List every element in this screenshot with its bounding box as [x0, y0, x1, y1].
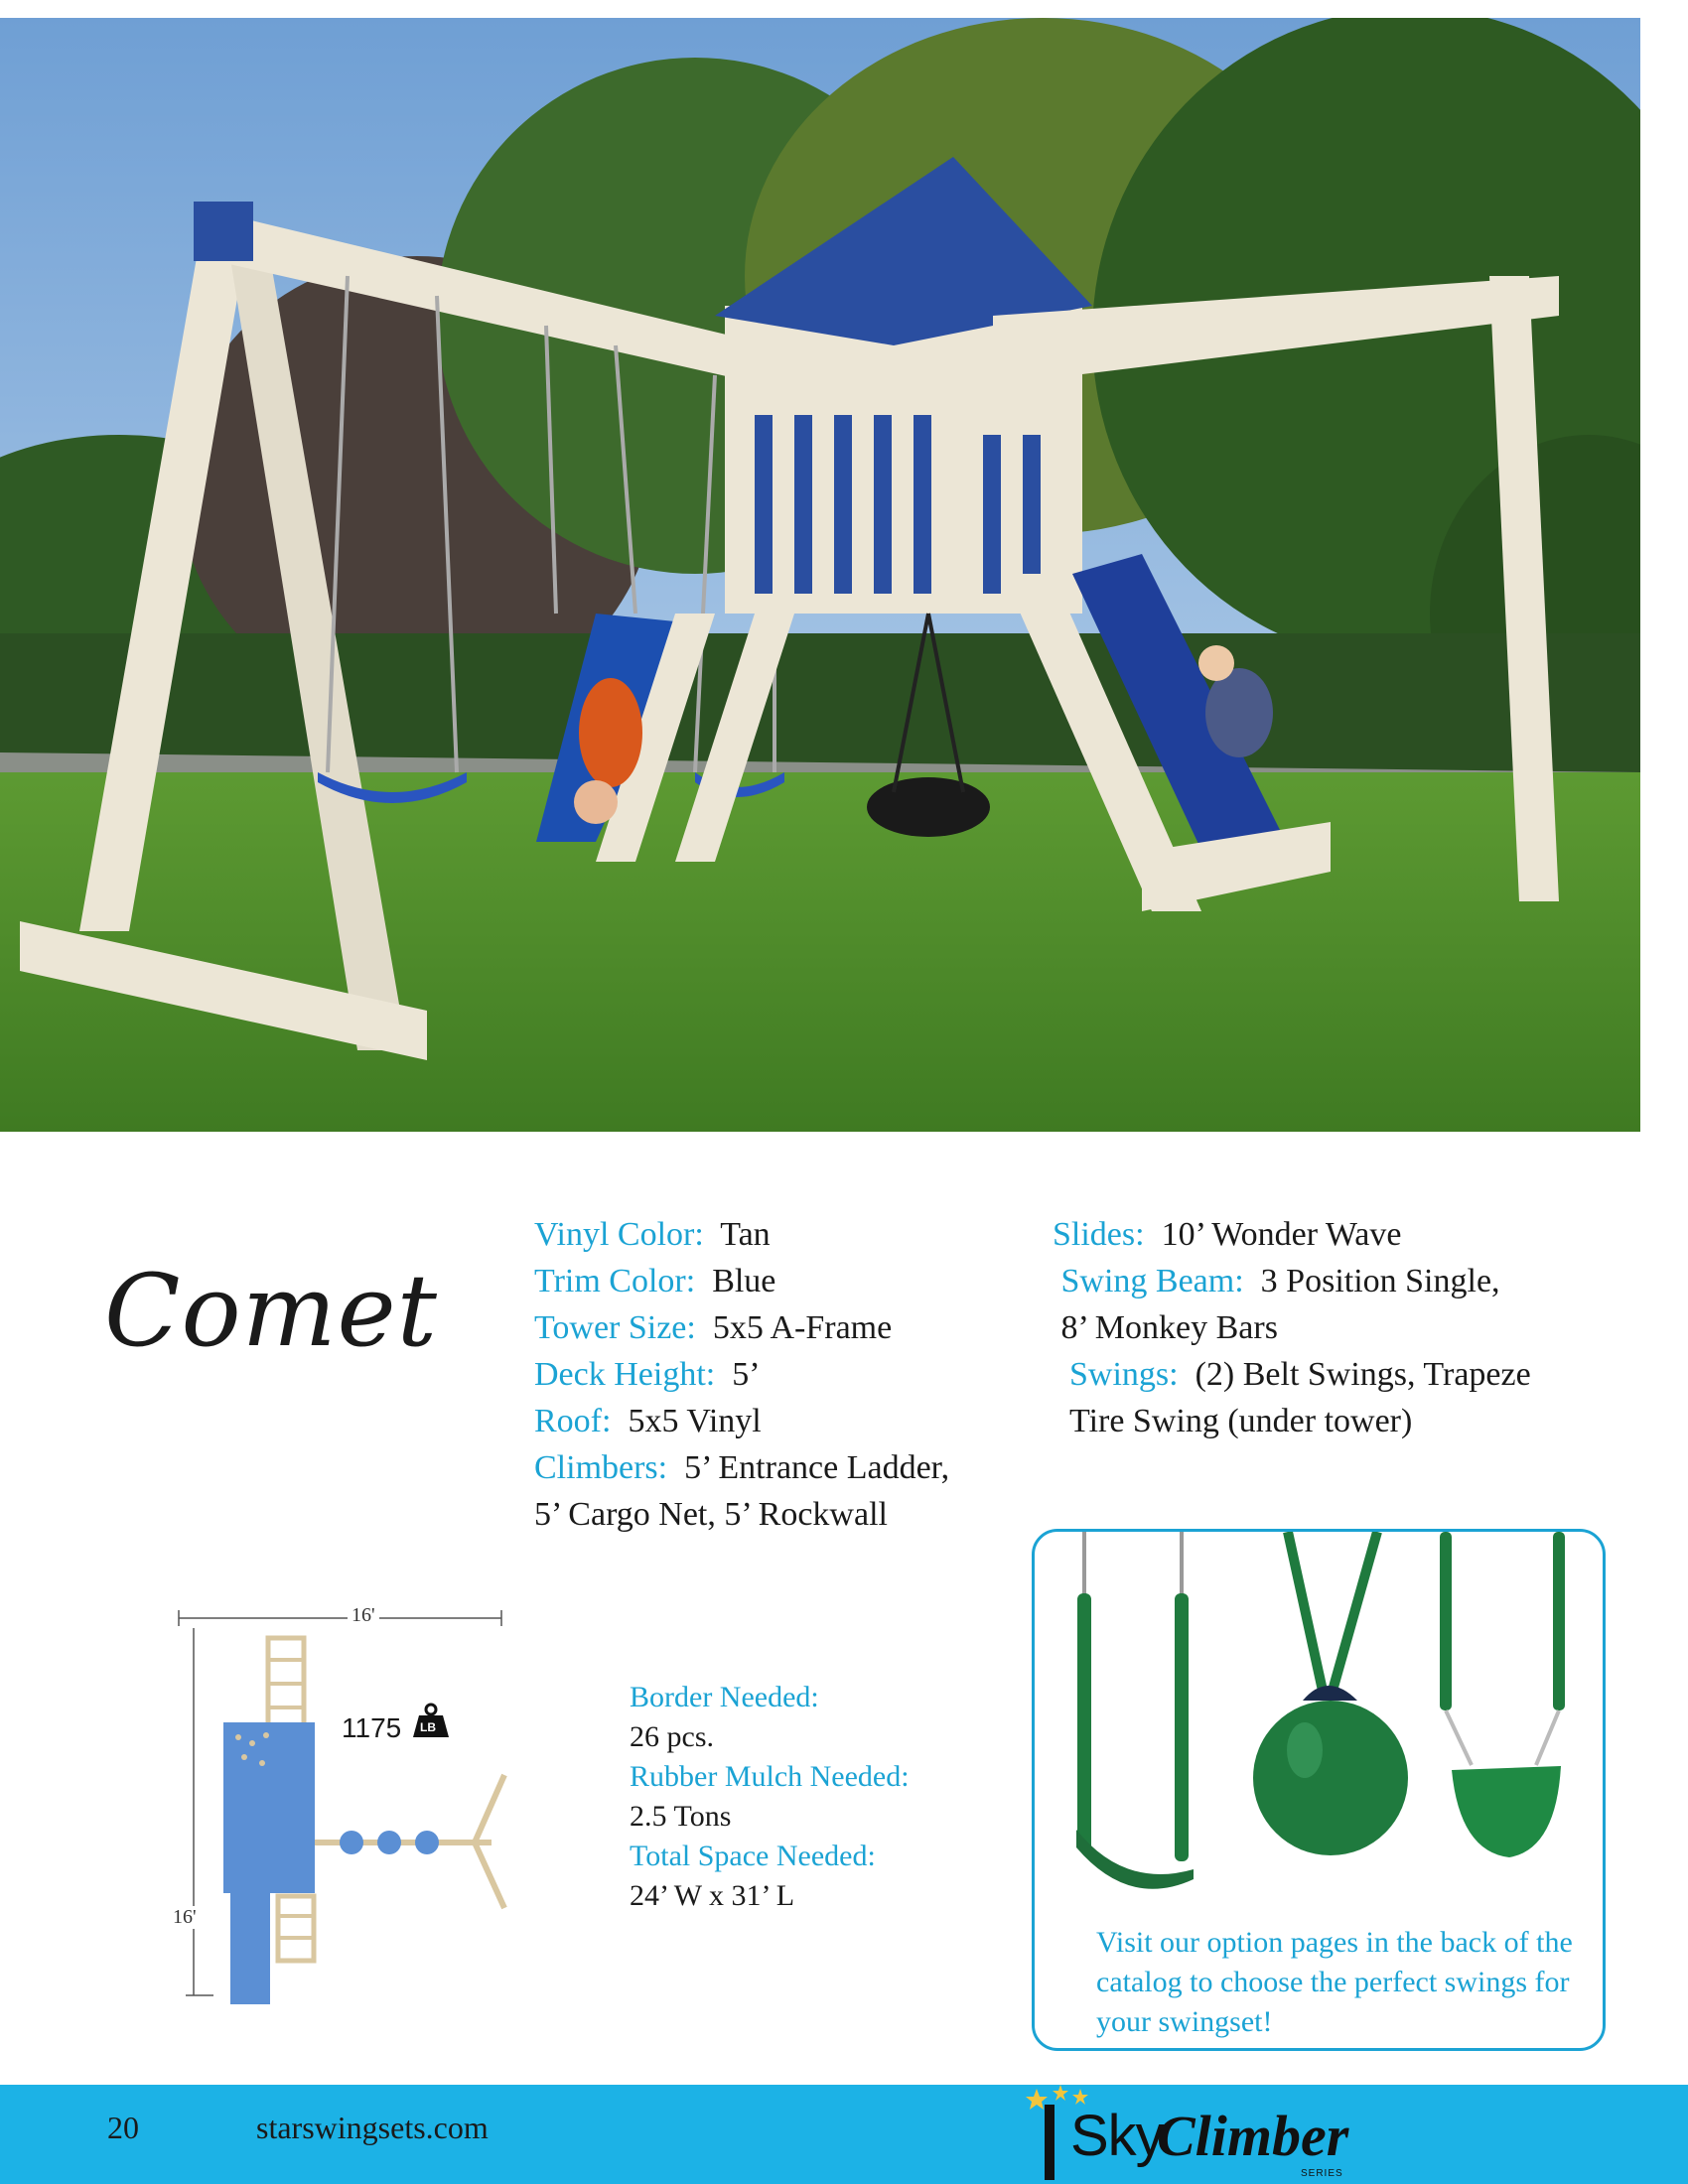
website-link[interactable]: starswingsets.com — [256, 2110, 489, 2145]
needs-section — [630, 1678, 910, 1916]
logo-climber-text: Climber — [1157, 2104, 1349, 2168]
product-photo — [0, 18, 1640, 1132]
needs-mulch-label: Rubber Mulch Needed: — [630, 1760, 910, 1793]
weight-value: 1175 — [342, 1712, 402, 1743]
swing-options-text: Visit our option pages in the back of the catalog to choose the perfect swings for your swingset! — [1096, 1926, 1573, 2038]
footer-bar — [0, 2085, 1688, 2184]
spec-trim-color: Trim Color: Blue — [534, 1263, 776, 1299]
logo-series-text: SERIES — [1301, 2168, 1343, 2179]
spec-slides: Slides: 10’ Wonder Wave — [1053, 1216, 1402, 1253]
floor-plan — [159, 1598, 516, 2015]
spec-climbers-cont: 5’ Cargo Net, 5’ Rockwall — [534, 1496, 888, 1533]
spec-swing-beam: Swing Beam: 3 Position Single, — [1060, 1263, 1500, 1299]
swing-options-image — [1035, 1532, 1603, 1929]
needs-space-value: 24’ W x 31’ L — [630, 1879, 795, 1912]
spec-swings: Swings: (2) Belt Swings, Trapeze — [1069, 1356, 1531, 1393]
spec-tower-size: Tower Size: 5x5 A-Frame — [534, 1309, 893, 1346]
spec-vinyl-color: Vinyl Color: Tan — [534, 1216, 771, 1253]
plan-width-label: 16' — [348, 1604, 379, 1627]
spec-roof: Roof: 5x5 Vinyl — [534, 1403, 762, 1439]
weight-badge-text: LB — [420, 1720, 436, 1734]
spec-swing-beam-cont: 8’ Monkey Bars — [1060, 1309, 1278, 1346]
logo-sky-text: Sky — [1070, 2104, 1164, 2168]
weight-icon — [411, 1702, 451, 1741]
spec-swings-cont: Tire Swing (under tower) — [1069, 1403, 1413, 1439]
page-number: 20 — [107, 2110, 139, 2145]
needs-border-label: Border Needed: — [630, 1681, 819, 1713]
needs-space-label: Total Space Needed: — [630, 1840, 876, 1872]
spec-deck-height: Deck Height: 5’ — [534, 1356, 761, 1393]
swing-options-callout — [1032, 1529, 1606, 2051]
specs-right — [1053, 1211, 1531, 1444]
plan-depth-label: 16' — [173, 1906, 197, 1928]
specs-left — [534, 1211, 949, 1538]
spec-climbers: Climbers: 5’ Entrance Ladder, — [534, 1449, 950, 1486]
needs-mulch-value: 2.5 Tons — [630, 1800, 732, 1833]
product-title: Comet — [104, 1253, 438, 1369]
needs-border-value: 26 pcs. — [630, 1720, 714, 1753]
